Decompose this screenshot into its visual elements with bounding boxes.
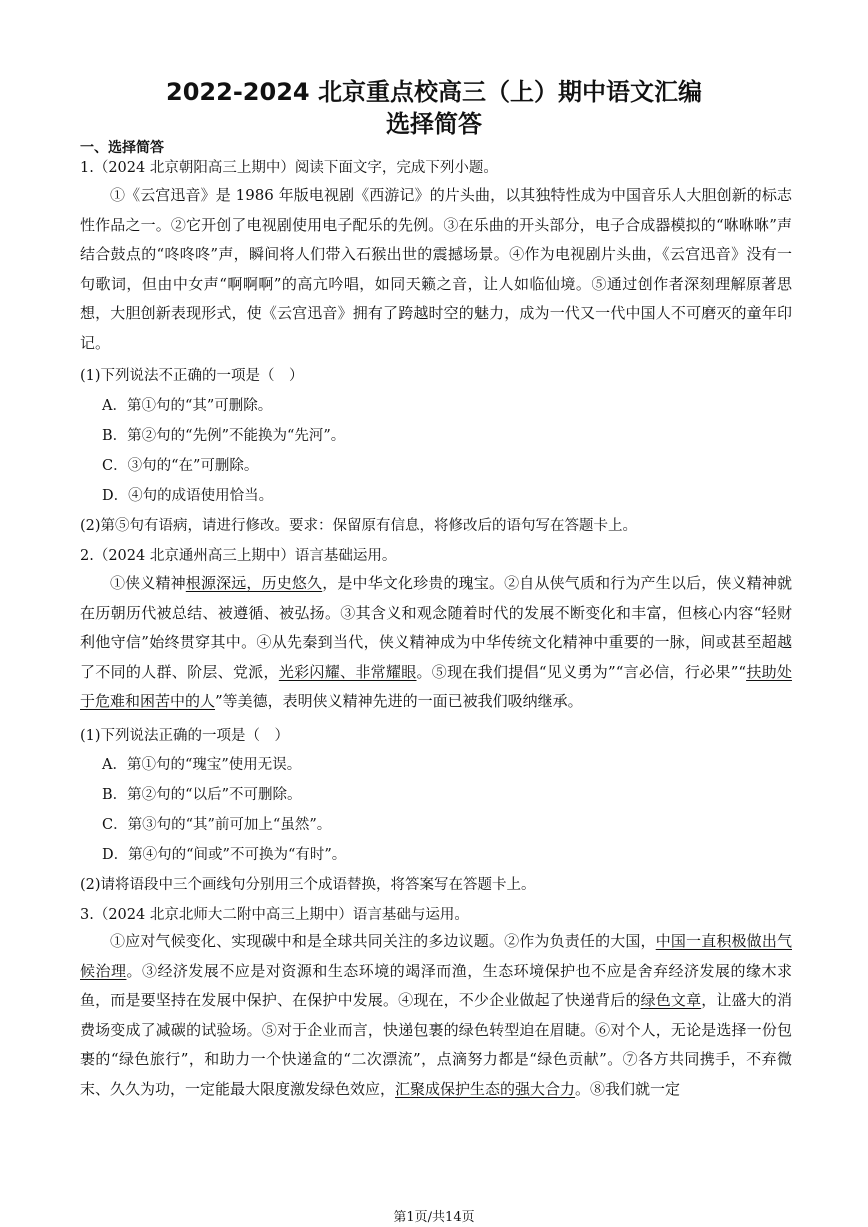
question-3-stem: 3.（2024 北京北师大二附中高三上期中）语言基础与运用。 — [80, 907, 469, 923]
underlined-phrase-1: 根源深远，历史悠久 — [185, 574, 323, 592]
document-title: 2022-2024 北京重点校高三（上）期中语文汇编 — [166, 78, 702, 106]
question-2-stem: 2.（2024 北京通州高三上期中）语言基础运用。 — [80, 548, 397, 564]
question-3-text-4: 。⑧我们就一定 — [575, 1079, 681, 1098]
question-1-stem: 1.（2024 北京朝阳高三上期中）阅读下面文字，完成下列小题。 — [80, 160, 498, 176]
question-1-option-d: D．④句的成语使用恰当。 — [102, 488, 274, 504]
question-2-option-d: D．第④句的“间或”不可换为“有时”。 — [102, 847, 347, 863]
question-3-text-1: ①应对气候变化、实现碳中和是全球共同关注的多边议题。②作为负责任的大国， — [110, 932, 656, 950]
underlined-phrase-1: 中国一直积极做出气候治理 — [80, 932, 792, 980]
section-heading: 一、选择简答 — [80, 140, 164, 156]
question-1-sub2: (2)第⑤句有语病，请进行修改。要求：保留原有信息，将修改后的语句写在答题卡上。 — [80, 518, 638, 534]
question-1-sub1: (1)下列说法不正确的一项是（ ） — [80, 368, 304, 384]
question-2-text-2: ，是中华文化珍贵的瑰宝。②自从侠气质和行为产生以后，侠义精神就在历朝历代被总结、被遵循、被弘扬。③其含义和观念随着时代的发展不断变化和丰富，但核心内容“轻财利他守信”始终贯穿其中。④从先秦到当代，侠义精神成为中华传统文化精神中重要的一脉，间或甚至超越了不同的人群、阶层、党派， — [80, 574, 792, 681]
question-3-text-2: 。③经济发展不应是对资源和生态环境的竭泽而渔，生态环境保护也不应是舍弃经济发展的缘木求鱼，而是要坚持在发展中保护、在保护中发展。④现在，不少企业做起了快递背后的 — [80, 961, 792, 1009]
question-3-text-3: ，让盛大的消费场变成了减碳的试验场。⑤对于企业而言，快递包裹的绿色转型迫在眉睫。⑥对个人，无论是选择一份包裹的“绿色旅行”，和助力一个快递盒的“二次漂流”，点滴努力都是“绿色贡献”。⑦各方共同携手，不弃微末、久久为功，一定能最大限度激发绿色效应， — [80, 991, 792, 1098]
question-2-option-b: B．第②句的“以后”不可删除。 — [102, 787, 302, 803]
question-2-text-1: ①侠义精神 — [110, 574, 186, 592]
question-1-passage: ①《云宫迅音》是 1986 年版电视剧《西游记》的片头曲，以其独特性成为中国音乐人大胆创新的标志性作品之一。②它开创了电视剧使用电子配乐的先例。③在乐曲的开头部分，电子合成器模拟的“咻咻咻”声结合鼓点的“咚咚咚”声，瞬间将人们带入石猴出世的震撼场景。④作为电视剧片头曲，《云宫迅音》没有一句歌词，但由中女声“啊啊啊”的高亢吟唱，如同天籁之音，让人如临仙境。⑤通过创作者深刻理解原著思想，大胆创新表现形式，使《云宫迅音》拥有了跨越时空的魅力，成为一代又一代中国人不可磨灭的童年印记。 — [80, 186, 792, 352]
underlined-phrase-3: 扶助处于危难和困苦中的人 — [80, 662, 792, 710]
question-1-option-b: B．第②句的“先例”不能换为“先河”。 — [102, 428, 346, 444]
question-2-option-a: A．第①句的“瑰宝”使用无误。 — [102, 757, 302, 773]
question-1-option-c: C．③句的“在”可删除。 — [102, 458, 259, 474]
question-2-sub1: (1)下列说法正确的一项是（ ） — [80, 728, 290, 744]
question-2-sub2: (2)请将语段中三个画线句分别用三个成语替换，将答案写在答题卡上。 — [80, 877, 536, 893]
underlined-phrase-3: 汇聚成保护生态的强大合力 — [395, 1079, 576, 1098]
question-2-option-c: C．第③句的“其”前可加上“虽然”。 — [102, 817, 332, 833]
page-number: 第1页/共14页 — [393, 1210, 475, 1225]
document-subtitle: 选择简答 — [386, 110, 482, 138]
question-2-text-3: 。⑤现在我们提倡“见义勇为”“言必信，行必果”“ — [416, 662, 747, 681]
question-3-passage — [80, 927, 792, 1107]
underlined-phrase-2: 绿色文章 — [640, 991, 702, 1009]
question-2-text-4: ”等美德，表明侠义精神先进的一面已被我们吸纳继承。 — [215, 692, 583, 710]
question-1-option-a: A．第①句的“其”可删除。 — [102, 398, 273, 414]
underlined-phrase-2: 光彩闪耀、非常耀眼 — [278, 662, 417, 681]
question-2-passage — [80, 569, 792, 719]
